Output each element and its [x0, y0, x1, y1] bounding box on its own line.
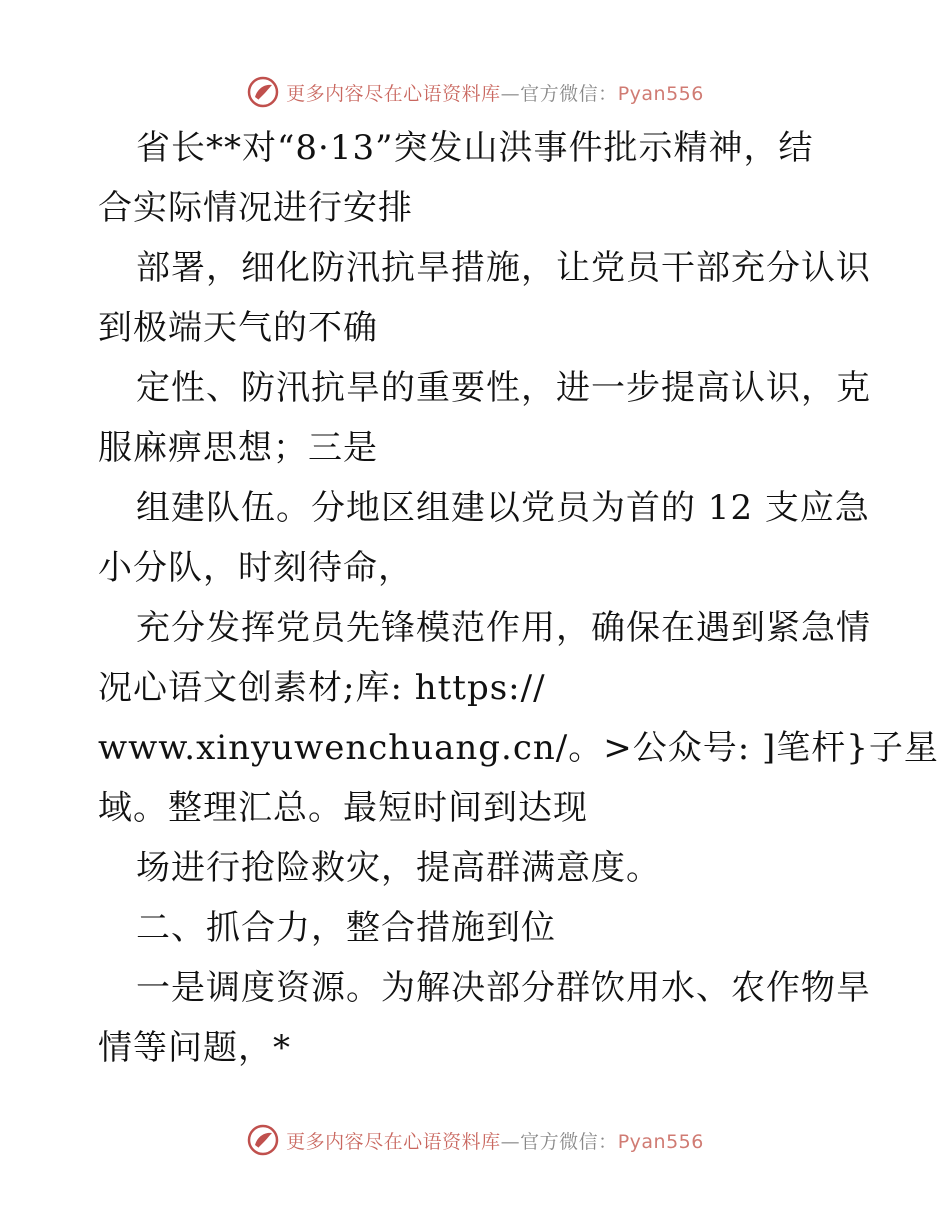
body-line: 定性、防汛抗旱的重要性，进一步提高认识，克 — [136, 368, 871, 408]
body-line: 组建队伍。分地区组建以党员为首的 12 支应急 — [136, 488, 870, 528]
body-line: 服麻痹思想；三是 — [98, 428, 378, 468]
document-body — [98, 118, 939, 1078]
header-banner — [0, 72, 950, 112]
body-line: 二、抓合力，整合措施到位 — [136, 908, 556, 948]
brand-logo-icon — [246, 75, 280, 109]
body-line: 情等问题，* — [98, 1028, 291, 1068]
body-line: 充分发挥党员先锋模范作用，确保在遇到紧急情 — [136, 608, 871, 648]
body-line: 一是调度资源。为解决部分群饮用水、农作物旱 — [136, 968, 871, 1008]
header-wechat-account: Pyan556 — [617, 82, 704, 105]
brand-logo-icon — [246, 1123, 280, 1157]
body-line: 到极端天气的不确 — [98, 308, 378, 348]
body-line: www.xinyuwenchuang.cn/。>公众号: ]笔杆}子星 — [98, 728, 939, 768]
footer-banner-text — [286, 1127, 704, 1154]
footer-separator: — — [500, 1130, 521, 1153]
body-line: 域。整理汇总。最短时间到达现 — [98, 788, 588, 828]
footer-banner — [0, 1120, 950, 1160]
body-line: 合实际情况进行安排 — [98, 188, 413, 228]
footer-wechat-account: Pyan556 — [617, 1130, 704, 1153]
header-wechat-label: 官方微信： — [520, 82, 618, 105]
footer-wechat-label: 官方微信： — [520, 1130, 618, 1153]
body-line: 况心语文创素材;库: https:// — [98, 668, 546, 708]
body-line: 场进行抢险救灾，提高群满意度。 — [136, 848, 661, 888]
header-brand-text: 更多内容尽在心语资料库 — [286, 82, 501, 105]
header-separator: — — [500, 82, 521, 105]
body-line: 部署，细化防汛抗旱措施，让党员干部充分认识 — [136, 248, 871, 288]
body-line: 省长**对“8·13”突发山洪事件批示精神，结 — [136, 128, 814, 168]
body-line: 小分队，时刻待命， — [98, 548, 413, 588]
header-banner-text — [286, 79, 704, 106]
footer-brand-text: 更多内容尽在心语资料库 — [286, 1130, 501, 1153]
